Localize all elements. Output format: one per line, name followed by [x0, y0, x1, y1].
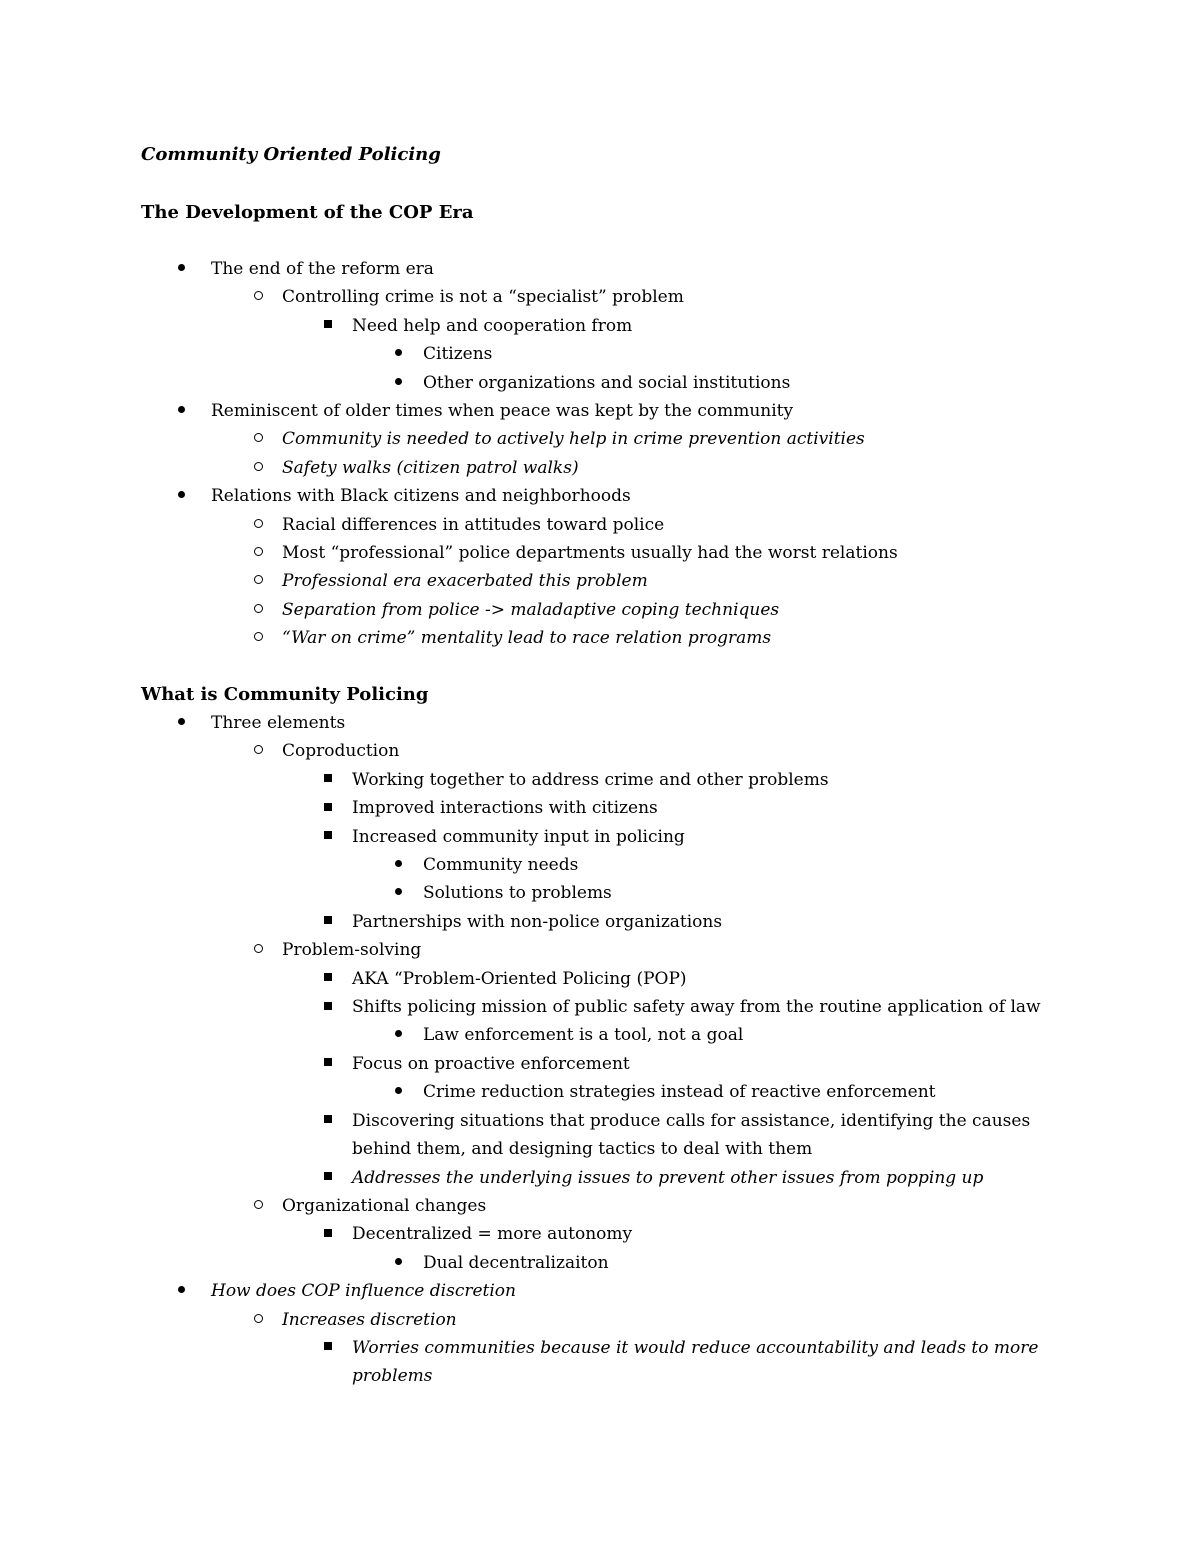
square-bullet-icon [318, 794, 338, 822]
filled-bullet-icon [388, 879, 408, 907]
list-item-text: Racial differences in attitudes toward police [282, 514, 665, 535]
list-item [0, 737, 1200, 765]
square-bullet-icon [318, 766, 338, 794]
list-item [0, 482, 1200, 510]
list-item-text: Relations with Black citizens and neighborhoods [211, 486, 631, 507]
list-item-text: Working together to address crime and other problems [352, 769, 829, 790]
section-heading-cop-era: The Development of the COP Era [141, 202, 474, 223]
list-item-text: Separation from police -> maladaptive coping techniques [282, 599, 780, 620]
list-item [0, 1164, 1052, 1192]
square-bullet-icon [318, 1050, 338, 1078]
filled-bullet-icon [388, 1078, 408, 1106]
list-item [0, 993, 1052, 1021]
list-item-text: Three elements [211, 713, 346, 733]
list-item [0, 1021, 1200, 1049]
list-item [0, 312, 1052, 340]
hollow-bullet-icon [248, 567, 268, 595]
list-item-text: Improved interactions with citizens [352, 798, 658, 819]
list-item-text: Discovering situations that produce calls for assistance, identifying the causes behind them, and designing tactics to deal with them [352, 1110, 1031, 1160]
list-item [0, 851, 1200, 879]
square-bullet-icon [318, 823, 338, 851]
list-item-text: Other organizations and social institutions [423, 372, 791, 393]
list-item [0, 596, 1200, 624]
list-item-text: Problem-solving [282, 940, 422, 961]
list-item [0, 397, 1200, 425]
list-item-text: Law enforcement is a tool, not a goal [423, 1025, 744, 1046]
filled-bullet-icon [171, 482, 191, 510]
list-item [0, 454, 1200, 482]
filled-bullet-icon [388, 851, 408, 879]
filled-bullet-icon [171, 1277, 191, 1305]
list-item [0, 567, 1200, 595]
bullet-list-cop-era [0, 255, 1200, 653]
hollow-bullet-icon [248, 1192, 268, 1220]
list-item-text: Crime reduction strategies instead of reactive enforcement [423, 1082, 936, 1103]
filled-bullet-icon [171, 709, 191, 737]
list-item-text: Reminiscent of older times when peace was kept by the community [211, 401, 794, 422]
list-item-text: The end of the reform era [211, 259, 434, 279]
list-item [0, 1192, 1200, 1220]
list-item [0, 340, 1200, 368]
list-item [0, 1249, 1200, 1277]
list-item-text: Community needs [423, 855, 579, 876]
filled-bullet-icon [388, 340, 408, 368]
list-item-text: Professional era exacerbated this problem [282, 571, 648, 592]
square-bullet-icon [318, 1334, 338, 1362]
bullet-list-community-policing [0, 709, 1200, 1391]
list-item [0, 1078, 1200, 1106]
square-bullet-icon [318, 312, 338, 340]
list-item-text: Addresses the underlying issues to prevent other issues from popping up [352, 1167, 984, 1188]
hollow-bullet-icon [248, 283, 268, 311]
list-item-text: Focus on proactive enforcement [352, 1053, 630, 1074]
document-title: Community Oriented Policing [141, 144, 441, 165]
list-item-text: Community is needed to actively help in crime prevention activities [282, 429, 865, 450]
hollow-bullet-icon [248, 539, 268, 567]
hollow-bullet-icon [248, 737, 268, 765]
hollow-bullet-icon [248, 511, 268, 539]
list-item-text: Coproduction [282, 741, 400, 762]
list-item-text: Safety walks (citizen patrol walks) [282, 457, 579, 478]
list-item-text: Shifts policing mission of public safety away from the routine application of law [352, 997, 1041, 1018]
list-item [0, 425, 1200, 453]
hollow-bullet-icon [248, 1306, 268, 1334]
list-item [0, 1050, 1052, 1078]
list-item [0, 965, 1052, 993]
list-item-text: Need help and cooperation from [352, 315, 633, 336]
list-item-text: Controlling crime is not a “specialist” problem [282, 287, 684, 308]
list-item-text: Partnerships with non-police organizations [352, 911, 723, 932]
hollow-bullet-icon [248, 425, 268, 453]
list-item [0, 624, 1200, 652]
list-item [0, 936, 1200, 964]
list-item-text: Citizens [423, 344, 493, 365]
list-item [0, 511, 1200, 539]
square-bullet-icon [318, 1107, 338, 1135]
list-item-text: Most “professional” police departments usually had the worst relations [282, 543, 898, 564]
filled-bullet-icon [388, 369, 408, 397]
filled-bullet-icon [171, 397, 191, 425]
filled-bullet-icon [171, 255, 191, 283]
list-item-text: Organizational changes [282, 1195, 487, 1216]
list-item [0, 1107, 1052, 1164]
list-item [0, 1277, 1200, 1305]
square-bullet-icon [318, 908, 338, 936]
hollow-bullet-icon [248, 936, 268, 964]
list-item-text: Worries communities because it would reduce accountability and leads to more problems [352, 1337, 1039, 1387]
list-item-text: Increases discretion [282, 1309, 457, 1330]
list-item [0, 908, 1052, 936]
list-item-text: Decentralized = more autonomy [352, 1224, 633, 1245]
list-item-text: AKA “Problem-Oriented Policing (POP) [352, 968, 687, 989]
list-item [0, 1306, 1200, 1334]
list-item [0, 539, 1200, 567]
list-item [0, 823, 1052, 851]
square-bullet-icon [318, 965, 338, 993]
list-item [0, 1220, 1052, 1248]
square-bullet-icon [318, 993, 338, 1021]
list-item-text: Solutions to problems [423, 883, 612, 904]
section-heading-community-policing: What is Community Policing [141, 684, 429, 705]
square-bullet-icon [318, 1220, 338, 1248]
hollow-bullet-icon [248, 596, 268, 624]
list-item-text: How does COP influence discretion [211, 1281, 516, 1302]
filled-bullet-icon [388, 1021, 408, 1049]
hollow-bullet-icon [248, 624, 268, 652]
list-item-text: Increased community input in policing [352, 826, 685, 847]
list-item [0, 255, 1200, 283]
list-item [0, 879, 1200, 907]
filled-bullet-icon [388, 1249, 408, 1277]
square-bullet-icon [318, 1164, 338, 1192]
list-item [0, 1334, 1052, 1391]
hollow-bullet-icon [248, 454, 268, 482]
list-item-text: Dual decentralizaiton [423, 1252, 609, 1273]
list-item [0, 369, 1200, 397]
list-item-text: “War on crime” mentality lead to race relation programs [282, 628, 772, 649]
list-item [0, 766, 1052, 794]
list-item [0, 709, 1200, 737]
list-item [0, 283, 1200, 311]
list-item [0, 794, 1052, 822]
